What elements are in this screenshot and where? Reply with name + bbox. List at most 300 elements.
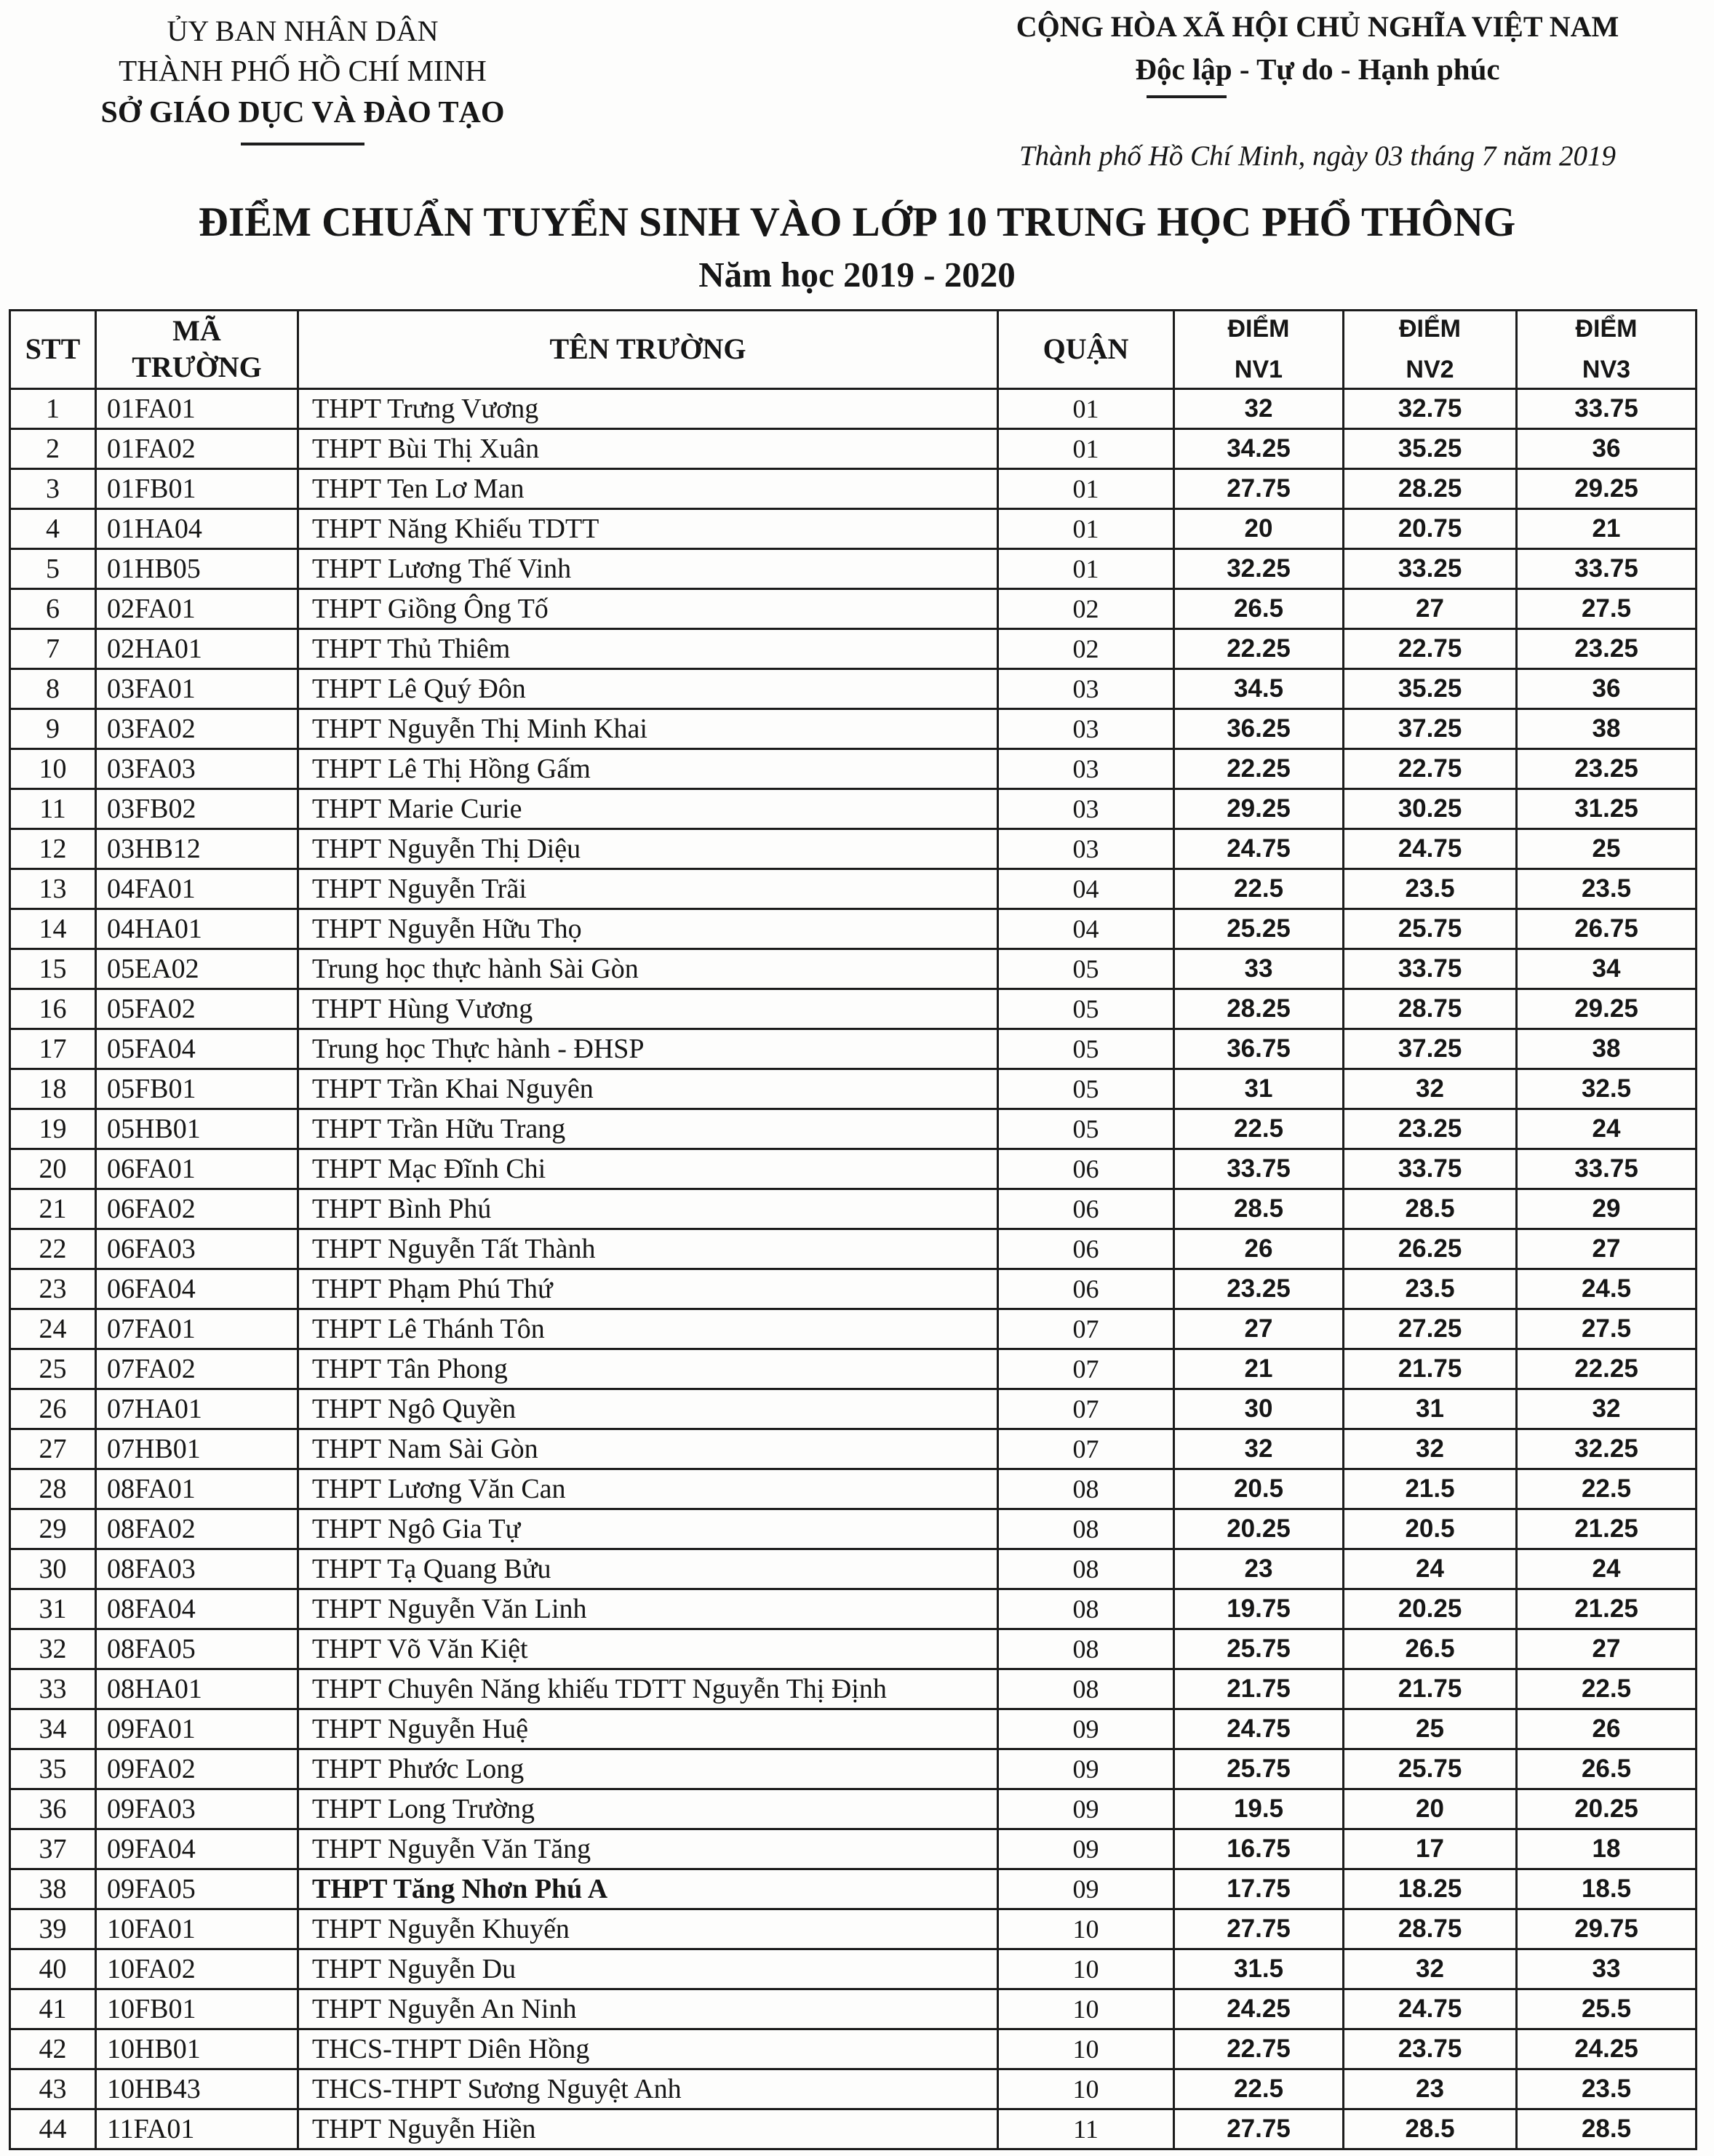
- row-school-name: THPT Lê Quý Đôn: [298, 668, 998, 708]
- row-score-nv2: 18.25: [1344, 1869, 1517, 1909]
- table-row: [10, 1469, 1697, 1509]
- row-score-nv1: 24.25: [1174, 1989, 1344, 2029]
- row-stt: 4: [10, 508, 96, 548]
- row-score-nv1: 24.75: [1174, 829, 1344, 869]
- table-row: [10, 548, 1697, 588]
- row-district: 05: [998, 1109, 1174, 1149]
- table-row: [10, 1029, 1697, 1069]
- row-score-nv2: 23: [1344, 2069, 1517, 2109]
- row-school-name: THPT Trần Hữu Trang: [298, 1109, 998, 1149]
- row-score-nv3: 23.25: [1517, 748, 1697, 788]
- row-score-nv1: 20: [1174, 508, 1344, 548]
- row-stt: 7: [10, 628, 96, 668]
- row-school-code: 01FA02: [96, 428, 298, 468]
- table-row: [10, 508, 1697, 548]
- row-stt: 17: [10, 1029, 96, 1069]
- row-school-code: 09FA02: [96, 1749, 298, 1789]
- table-row: [10, 1229, 1697, 1269]
- row-district: 06: [998, 1269, 1174, 1309]
- row-score-nv1: 25.75: [1174, 1749, 1344, 1789]
- row-score-nv3: 18: [1517, 1829, 1697, 1869]
- row-stt: 33: [10, 1669, 96, 1709]
- row-score-nv3: 20.25: [1517, 1789, 1697, 1829]
- row-district: 09: [998, 1789, 1174, 1829]
- row-score-nv3: 32: [1517, 1389, 1697, 1429]
- row-score-nv1: 36.25: [1174, 708, 1344, 748]
- row-school-name: THPT Lê Thánh Tôn: [298, 1309, 998, 1349]
- table-row: [10, 708, 1697, 748]
- row-district: 01: [998, 388, 1174, 428]
- issuer-block: [63, 12, 543, 145]
- table-row: [10, 909, 1697, 949]
- header-score-nv3-label: ĐIỂM: [1575, 315, 1638, 343]
- row-score-nv3: 21: [1517, 508, 1697, 548]
- row-score-nv1: 32: [1174, 388, 1344, 428]
- table-header: [10, 310, 1697, 388]
- row-score-nv1: 33.75: [1174, 1149, 1344, 1189]
- row-district: 01: [998, 468, 1174, 508]
- header-score-nv1-sub: NV1: [1234, 356, 1283, 383]
- row-district: 06: [998, 1229, 1174, 1269]
- row-school-code: 06FA04: [96, 1269, 298, 1309]
- row-district: 09: [998, 1709, 1174, 1749]
- row-score-nv3: 27: [1517, 1629, 1697, 1669]
- row-stt: 8: [10, 668, 96, 708]
- row-stt: 13: [10, 869, 96, 909]
- document-header: [0, 0, 1714, 191]
- table-row: [10, 1589, 1697, 1629]
- row-score-nv3: 26: [1517, 1709, 1697, 1749]
- row-school-code: 09FA01: [96, 1709, 298, 1749]
- row-score-nv2: 23.5: [1344, 869, 1517, 909]
- row-district: 03: [998, 708, 1174, 748]
- row-school-code: 08FA01: [96, 1469, 298, 1509]
- row-school-name: THPT Trưng Vương: [298, 388, 998, 428]
- row-school-code: 07HA01: [96, 1389, 298, 1429]
- row-score-nv2: 33.75: [1344, 949, 1517, 989]
- row-score-nv3: 23.5: [1517, 869, 1697, 909]
- row-score-nv3: 27: [1517, 1229, 1697, 1269]
- row-score-nv2: 26.25: [1344, 1229, 1517, 1269]
- row-district: 05: [998, 989, 1174, 1029]
- row-stt: 21: [10, 1189, 96, 1229]
- row-score-nv1: 32: [1174, 1429, 1344, 1469]
- row-score-nv3: 27.5: [1517, 1309, 1697, 1349]
- row-school-name: THPT Giồng Ông Tố: [298, 588, 998, 628]
- row-score-nv3: 29: [1517, 1189, 1697, 1229]
- row-score-nv3: 33.75: [1517, 388, 1697, 428]
- row-district: 10: [998, 1949, 1174, 1989]
- row-score-nv2: 21.5: [1344, 1469, 1517, 1509]
- row-score-nv3: 24.5: [1517, 1269, 1697, 1309]
- table-row: [10, 1429, 1697, 1469]
- document-subtitle: Năm học 2019 - 2020: [698, 255, 1016, 295]
- row-school-code: 09FA03: [96, 1789, 298, 1829]
- row-score-nv1: 22.25: [1174, 628, 1344, 668]
- row-school-name: THPT Võ Văn Kiệt: [298, 1629, 998, 1669]
- table-row: [10, 1749, 1697, 1789]
- row-school-name: THPT Tạ Quang Bửu: [298, 1549, 998, 1589]
- row-score-nv1: 26.5: [1174, 588, 1344, 628]
- row-district: 05: [998, 949, 1174, 989]
- row-district: 08: [998, 1589, 1174, 1629]
- row-district: 04: [998, 869, 1174, 909]
- row-score-nv1: 23.25: [1174, 1269, 1344, 1309]
- row-district: 10: [998, 1989, 1174, 2029]
- row-score-nv2: 20.25: [1344, 1589, 1517, 1629]
- row-stt: 20: [10, 1149, 96, 1189]
- table-row: [10, 2109, 1697, 2149]
- row-district: 06: [998, 1149, 1174, 1189]
- row-school-code: 07FA02: [96, 1349, 298, 1389]
- header-score-nv2-label: ĐIỂM: [1399, 315, 1461, 343]
- row-stt: 15: [10, 949, 96, 989]
- row-score-nv2: 25.75: [1344, 1749, 1517, 1789]
- row-school-name: THPT Mạc Đĩnh Chi: [298, 1149, 998, 1189]
- row-stt: 44: [10, 2109, 96, 2149]
- row-score-nv2: 24: [1344, 1549, 1517, 1589]
- row-score-nv2: 30.25: [1344, 788, 1517, 829]
- row-school-name: THPT Nguyễn Khuyến: [298, 1909, 998, 1949]
- row-district: 02: [998, 628, 1174, 668]
- table-row: [10, 949, 1697, 989]
- header-school-code-line2: TRƯỜNG: [132, 351, 262, 383]
- row-school-code: 01FA01: [96, 388, 298, 428]
- table-row: [10, 388, 1697, 428]
- row-score-nv2: 27: [1344, 588, 1517, 628]
- header-score-nv3: [1517, 310, 1697, 388]
- row-score-nv3: 32.25: [1517, 1429, 1697, 1469]
- table-row: [10, 989, 1697, 1029]
- row-score-nv3: 21.25: [1517, 1589, 1697, 1629]
- row-score-nv2: 31: [1344, 1389, 1517, 1429]
- row-school-name: THPT Tăng Nhơn Phú A: [298, 1869, 998, 1909]
- row-district: 09: [998, 1749, 1174, 1789]
- row-school-name: THPT Phước Long: [298, 1749, 998, 1789]
- row-score-nv1: 28.25: [1174, 989, 1344, 1029]
- row-school-name: THPT Nguyễn Thị Diệu: [298, 829, 998, 869]
- row-district: 03: [998, 748, 1174, 788]
- row-score-nv3: 26.75: [1517, 909, 1697, 949]
- row-school-code: 08FA03: [96, 1549, 298, 1589]
- row-school-name: THPT Lương Văn Can: [298, 1469, 998, 1509]
- row-school-name: THPT Phạm Phú Thứ: [298, 1269, 998, 1309]
- row-school-code: 08FA05: [96, 1629, 298, 1669]
- row-school-code: 05FA04: [96, 1029, 298, 1069]
- row-score-nv1: 20.5: [1174, 1469, 1344, 1509]
- motto-divider-rule: [1147, 95, 1227, 98]
- row-score-nv1: 27: [1174, 1309, 1344, 1349]
- table-row: [10, 1789, 1697, 1829]
- table-row: [10, 1909, 1697, 1949]
- row-score-nv3: 29.25: [1517, 989, 1697, 1029]
- row-score-nv1: 31: [1174, 1069, 1344, 1109]
- row-score-nv1: 16.75: [1174, 1829, 1344, 1869]
- table-row: [10, 2069, 1697, 2109]
- row-school-name: THPT Nguyễn Du: [298, 1949, 998, 1989]
- table-row: [10, 1989, 1697, 2029]
- row-score-nv2: 37.25: [1344, 1029, 1517, 1069]
- table-row: [10, 1549, 1697, 1589]
- row-school-code: 03FA03: [96, 748, 298, 788]
- row-school-name: THPT Nguyễn Văn Tăng: [298, 1829, 998, 1869]
- row-school-code: 06FA01: [96, 1149, 298, 1189]
- row-school-name: THPT Hùng Vương: [298, 989, 998, 1029]
- row-score-nv2: 23.5: [1344, 1269, 1517, 1309]
- table-row: [10, 1949, 1697, 1989]
- row-score-nv2: 27.25: [1344, 1309, 1517, 1349]
- row-score-nv2: 32: [1344, 1949, 1517, 1989]
- date-line: Thành phố Hồ Chí Minh, ngày 03 tháng 7 năm 2019: [1019, 140, 1617, 172]
- row-school-code: 10FA01: [96, 1909, 298, 1949]
- row-school-name: THCS-THPT Diên Hồng: [298, 2029, 998, 2069]
- row-stt: 32: [10, 1629, 96, 1669]
- row-stt: 30: [10, 1549, 96, 1589]
- row-stt: 40: [10, 1949, 96, 1989]
- row-school-code: 01HB05: [96, 548, 298, 588]
- row-district: 07: [998, 1349, 1174, 1389]
- row-score-nv2: 25: [1344, 1709, 1517, 1749]
- row-score-nv3: 33.75: [1517, 548, 1697, 588]
- row-score-nv2: 24.75: [1344, 1989, 1517, 2029]
- row-school-name: Trung học Thực hành - ĐHSP: [298, 1029, 998, 1069]
- row-stt: 11: [10, 788, 96, 829]
- row-school-code: 10HB43: [96, 2069, 298, 2109]
- row-score-nv1: 22.75: [1174, 2029, 1344, 2069]
- row-school-code: 01FB01: [96, 468, 298, 508]
- table-row: [10, 1869, 1697, 1909]
- row-score-nv1: 36.75: [1174, 1029, 1344, 1069]
- row-school-code: 04HA01: [96, 909, 298, 949]
- row-stt: 23: [10, 1269, 96, 1309]
- row-stt: 42: [10, 2029, 96, 2069]
- row-school-name: THPT Chuyên Năng khiếu TDTT Nguyễn Thị Định: [298, 1669, 998, 1709]
- row-school-name: THCS-THPT Sương Nguyệt Anh: [298, 2069, 998, 2109]
- row-score-nv3: 22.5: [1517, 1469, 1697, 1509]
- row-school-name: THPT Ten Lơ Man: [298, 468, 998, 508]
- row-score-nv3: 25.5: [1517, 1989, 1697, 2029]
- row-score-nv3: 18.5: [1517, 1869, 1697, 1909]
- table-row: [10, 1389, 1697, 1429]
- row-score-nv1: 32.25: [1174, 548, 1344, 588]
- row-school-code: 02FA01: [96, 588, 298, 628]
- row-school-name: THPT Năng Khiếu TDTT: [298, 508, 998, 548]
- row-score-nv2: 26.5: [1344, 1629, 1517, 1669]
- row-score-nv3: 36: [1517, 428, 1697, 468]
- row-school-code: 10FB01: [96, 1989, 298, 2029]
- row-score-nv2: 23.75: [1344, 2029, 1517, 2069]
- row-score-nv3: 26.5: [1517, 1749, 1697, 1789]
- row-score-nv3: 31.25: [1517, 788, 1697, 829]
- row-district: 03: [998, 829, 1174, 869]
- row-score-nv2: 28.75: [1344, 989, 1517, 1029]
- row-district: 10: [998, 2029, 1174, 2069]
- row-stt: 27: [10, 1429, 96, 1469]
- row-score-nv2: 24.75: [1344, 829, 1517, 869]
- table-row: [10, 668, 1697, 708]
- row-school-name: THPT Long Trường: [298, 1789, 998, 1829]
- row-score-nv1: 33: [1174, 949, 1344, 989]
- header-score-nv2: [1344, 310, 1517, 388]
- row-score-nv1: 25.75: [1174, 1629, 1344, 1669]
- table-header-row: [10, 310, 1697, 388]
- row-stt: 41: [10, 1989, 96, 2029]
- row-score-nv2: 28.25: [1344, 468, 1517, 508]
- row-score-nv3: 24: [1517, 1549, 1697, 1589]
- row-score-nv1: 27.75: [1174, 1909, 1344, 1949]
- row-score-nv2: 32: [1344, 1429, 1517, 1469]
- row-score-nv1: 17.75: [1174, 1869, 1344, 1909]
- table-row: [10, 1269, 1697, 1309]
- header-school-code-line1: MÃ: [172, 314, 221, 347]
- row-score-nv1: 23: [1174, 1549, 1344, 1589]
- row-score-nv1: 30: [1174, 1389, 1344, 1429]
- table-row: [10, 1829, 1697, 1869]
- row-score-nv2: 21.75: [1344, 1349, 1517, 1389]
- table-row: [10, 1629, 1697, 1669]
- row-score-nv2: 28.5: [1344, 1189, 1517, 1229]
- row-score-nv2: 37.25: [1344, 708, 1517, 748]
- row-score-nv2: 20: [1344, 1789, 1517, 1829]
- row-score-nv2: 33.25: [1344, 548, 1517, 588]
- score-table-body: [10, 388, 1697, 2149]
- row-score-nv2: 28.75: [1344, 1909, 1517, 1949]
- row-district: 03: [998, 788, 1174, 829]
- row-district: 03: [998, 668, 1174, 708]
- row-school-name: THPT Trần Khai Nguyên: [298, 1069, 998, 1109]
- admission-score-table: [9, 309, 1697, 2150]
- row-stt: 16: [10, 989, 96, 1029]
- row-score-nv1: 21.75: [1174, 1669, 1344, 1709]
- row-score-nv2: 22.75: [1344, 748, 1517, 788]
- row-stt: 39: [10, 1909, 96, 1949]
- row-district: 01: [998, 428, 1174, 468]
- row-stt: 29: [10, 1509, 96, 1549]
- row-school-code: 08FA04: [96, 1589, 298, 1629]
- table-row: [10, 588, 1697, 628]
- table-row: [10, 748, 1697, 788]
- row-stt: 14: [10, 909, 96, 949]
- row-school-code: 01HA04: [96, 508, 298, 548]
- row-school-name: THPT Lê Thị Hồng Gấm: [298, 748, 998, 788]
- row-school-code: 09FA05: [96, 1869, 298, 1909]
- row-score-nv3: 29.25: [1517, 468, 1697, 508]
- table-row: [10, 788, 1697, 829]
- national-motto-line: Độc lập - Tự do - Hạnh phúc: [1135, 52, 1500, 86]
- row-district: 10: [998, 1909, 1174, 1949]
- row-district: 08: [998, 1669, 1174, 1709]
- table-row: [10, 1349, 1697, 1389]
- row-stt: 28: [10, 1469, 96, 1509]
- row-school-code: 03FB02: [96, 788, 298, 829]
- row-score-nv1: 20.25: [1174, 1509, 1344, 1549]
- row-school-code: 03FA02: [96, 708, 298, 748]
- document-title: ĐIỂM CHUẨN TUYỂN SINH VÀO LỚP 10 TRUNG HỌC PHỔ THÔNG: [198, 199, 1516, 245]
- header-score-nv1-label: ĐIỂM: [1227, 315, 1290, 343]
- row-score-nv3: 38: [1517, 1029, 1697, 1069]
- row-stt: 6: [10, 588, 96, 628]
- row-score-nv2: 20.75: [1344, 508, 1517, 548]
- row-score-nv2: 32.75: [1344, 388, 1517, 428]
- row-score-nv1: 25.25: [1174, 909, 1344, 949]
- row-school-name: THPT Thủ Thiêm: [298, 628, 998, 668]
- header-score-nv3-sub: NV3: [1582, 356, 1631, 383]
- row-school-name: THPT Nguyễn Thị Minh Khai: [298, 708, 998, 748]
- row-district: 11: [998, 2109, 1174, 2149]
- row-score-nv2: 20.5: [1344, 1509, 1517, 1549]
- row-district: 08: [998, 1629, 1174, 1669]
- row-score-nv1: 19.5: [1174, 1789, 1344, 1829]
- row-school-name: THPT Ngô Gia Tự: [298, 1509, 998, 1549]
- row-district: 07: [998, 1309, 1174, 1349]
- row-school-code: 05EA02: [96, 949, 298, 989]
- row-district: 04: [998, 909, 1174, 949]
- title-block: [0, 196, 1714, 298]
- row-district: 08: [998, 1509, 1174, 1549]
- row-score-nv2: 35.25: [1344, 428, 1517, 468]
- row-school-name: THPT Nguyễn Tất Thành: [298, 1229, 998, 1269]
- table-row: [10, 1709, 1697, 1749]
- row-score-nv2: 28.5: [1344, 2109, 1517, 2149]
- row-stt: 38: [10, 1869, 96, 1909]
- header-score-nv1: [1174, 310, 1344, 388]
- row-school-name: THPT Nam Sài Gòn: [298, 1429, 998, 1469]
- row-school-name: THPT Nguyễn Hữu Thọ: [298, 909, 998, 949]
- row-school-code: 10HB01: [96, 2029, 298, 2069]
- row-district: 07: [998, 1389, 1174, 1429]
- row-school-code: 07HB01: [96, 1429, 298, 1469]
- row-stt: 9: [10, 708, 96, 748]
- row-score-nv3: 29.75: [1517, 1909, 1697, 1949]
- row-district: 05: [998, 1029, 1174, 1069]
- row-district: 08: [998, 1469, 1174, 1509]
- row-score-nv1: 31.5: [1174, 1949, 1344, 1989]
- row-score-nv1: 22.5: [1174, 869, 1344, 909]
- row-score-nv1: 19.75: [1174, 1589, 1344, 1629]
- row-score-nv3: 36: [1517, 668, 1697, 708]
- table-row: [10, 1309, 1697, 1349]
- row-score-nv2: 25.75: [1344, 909, 1517, 949]
- row-stt: 19: [10, 1109, 96, 1149]
- issuer-line-2: THÀNH PHỐ HỒ CHÍ MINH: [119, 54, 487, 87]
- table-row: [10, 829, 1697, 869]
- table-row: [10, 1509, 1697, 1549]
- row-school-code: 06FA03: [96, 1229, 298, 1269]
- row-score-nv2: 21.75: [1344, 1669, 1517, 1709]
- row-school-code: 11FA01: [96, 2109, 298, 2149]
- row-score-nv1: 22.5: [1174, 1109, 1344, 1149]
- row-stt: 3: [10, 468, 96, 508]
- row-school-code: 05FB01: [96, 1069, 298, 1109]
- row-school-code: 05FA02: [96, 989, 298, 1029]
- row-school-code: 03HB12: [96, 829, 298, 869]
- header-stt: STT: [10, 310, 96, 388]
- national-title-line: CỘNG HÒA XÃ HỘI CHỦ NGHĨA VIỆT NAM: [1016, 10, 1619, 43]
- row-score-nv3: 23.25: [1517, 628, 1697, 668]
- header-school-name: TÊN TRƯỜNG: [298, 310, 998, 388]
- row-stt: 10: [10, 748, 96, 788]
- row-score-nv3: 32.5: [1517, 1069, 1697, 1109]
- row-score-nv3: 33.75: [1517, 1149, 1697, 1189]
- row-score-nv1: 34.5: [1174, 668, 1344, 708]
- row-school-code: 07FA01: [96, 1309, 298, 1349]
- row-score-nv3: 22.5: [1517, 1669, 1697, 1709]
- row-district: 05: [998, 1069, 1174, 1109]
- row-school-name: THPT Marie Curie: [298, 788, 998, 829]
- row-district: 06: [998, 1189, 1174, 1229]
- row-district: 09: [998, 1829, 1174, 1869]
- row-stt: 22: [10, 1229, 96, 1269]
